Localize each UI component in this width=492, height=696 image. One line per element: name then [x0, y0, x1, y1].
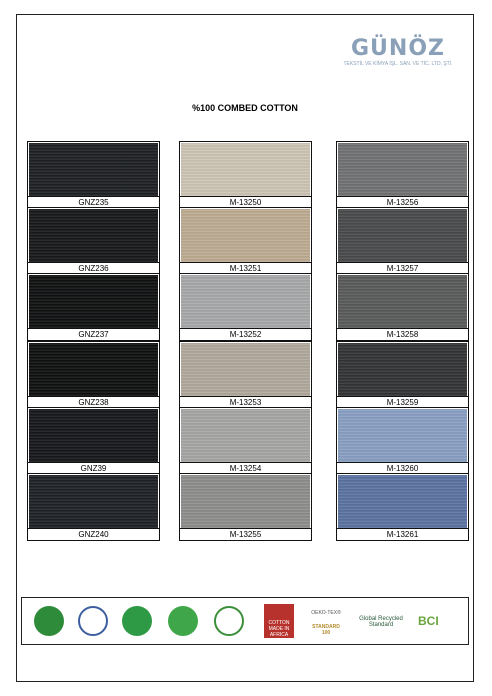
catalog-page: [16, 14, 474, 682]
fabric-sample: [29, 475, 158, 528]
fabric-sample: [29, 275, 158, 328]
fabric-swatch: [336, 407, 469, 475]
brand-name: GÜNÖZ: [351, 36, 445, 61]
fabric-sample: [181, 209, 310, 262]
fabric-sample: [29, 409, 158, 462]
brand-logo: [343, 37, 453, 68]
swatch-code: GNZ236: [28, 262, 159, 274]
fabric-sample: [338, 343, 467, 396]
fabric-sample: [181, 343, 310, 396]
swatch-code: M-13251: [180, 262, 311, 274]
swatch-code: M-13258: [337, 328, 468, 340]
fabric-swatch: [179, 473, 312, 541]
grs-text: Global Recycled Standard: [359, 616, 403, 628]
bci-text: BCI: [418, 614, 439, 628]
fabric-sample: [181, 275, 310, 328]
swatch-code: M-13257: [337, 262, 468, 274]
document-title: %100 COMBED COTTON: [192, 103, 298, 113]
oeko-tex-text: OEKO-TEX®: [311, 610, 341, 616]
fabric-sample: [29, 143, 158, 196]
swatch-code: M-13256: [337, 196, 468, 208]
fabric-swatch: [336, 473, 469, 541]
fabric-sample: [338, 475, 467, 528]
swatch-code: M-13260: [337, 462, 468, 474]
rws-logo: [78, 606, 108, 636]
grs-logo: [356, 604, 406, 638]
swatch-code: M-13255: [180, 528, 311, 540]
fabric-swatch: [27, 473, 160, 541]
gots-logo: [168, 606, 198, 636]
fabric-swatch: [27, 141, 160, 209]
fabric-swatch: [179, 341, 312, 409]
swatch-code: GNZ39: [28, 462, 159, 474]
swatch-code: GNZ237: [28, 328, 159, 340]
fabric-swatch: [336, 141, 469, 209]
fabric-sample: [338, 275, 467, 328]
certification-bar: [21, 597, 469, 645]
fabric-swatch: [336, 341, 469, 409]
swatch-code: M-13253: [180, 396, 311, 408]
oeko-tex-logo: [308, 604, 344, 638]
swatch-code: M-13259: [337, 396, 468, 408]
fabric-swatch: [336, 273, 469, 341]
swatch-code: M-13261: [337, 528, 468, 540]
organic-blended-logo: [214, 606, 244, 636]
organic-100-logo: [34, 606, 64, 636]
fabric-sample: [29, 209, 158, 262]
fabric-sample: [338, 143, 467, 196]
fabric-sample: [338, 209, 467, 262]
swatch-code: M-13250: [180, 196, 311, 208]
fabric-swatch: [336, 207, 469, 275]
fabric-sample: [29, 343, 158, 396]
oeko-tex-standard-text: STANDARD 100: [312, 624, 340, 636]
fabric-swatch: [27, 207, 160, 275]
cotton-africa-logo: [264, 604, 294, 638]
fabric-swatch: [27, 273, 160, 341]
fabric-sample: [181, 409, 310, 462]
swatch-code: GNZ238: [28, 396, 159, 408]
cotton-africa-text: COTTON MADE IN AFRICA: [268, 620, 290, 638]
fabric-sample: [181, 143, 310, 196]
swatch-code: GNZ240: [28, 528, 159, 540]
fabric-swatch: [27, 341, 160, 409]
fabric-swatch: [179, 273, 312, 341]
fabric-swatch: [179, 407, 312, 475]
brand-subtitle: TEKSTİL VE KİMYA İŞL. SAN. VE TİC. LTD. ŞTİ.: [343, 61, 453, 67]
swatch-code: GNZ235: [28, 196, 159, 208]
fabric-swatch: [179, 141, 312, 209]
fabric-sample: [338, 409, 467, 462]
recycled-claim-logo: [122, 606, 152, 636]
fabric-swatch: [179, 207, 312, 275]
fabric-swatch: [27, 407, 160, 475]
fabric-sample: [181, 475, 310, 528]
swatch-code: M-13254: [180, 462, 311, 474]
bci-logo: [418, 604, 462, 638]
swatch-code: M-13252: [180, 328, 311, 340]
